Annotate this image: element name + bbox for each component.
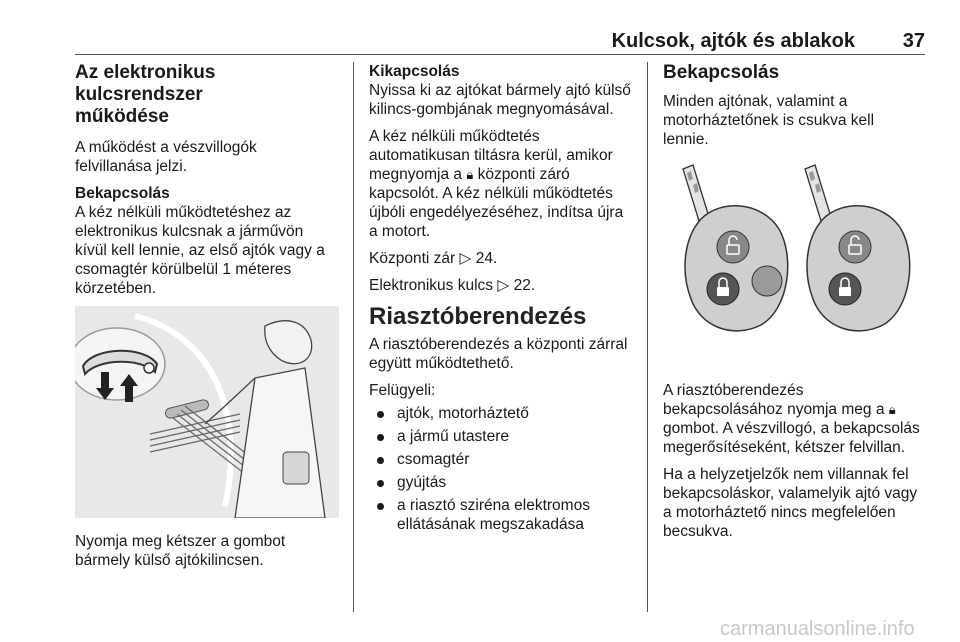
watermark: carmanualsonline.info — [720, 618, 915, 640]
text-line: A működést a vészvillogók — [75, 139, 257, 156]
text-line: A riasztóberendezés a központi zárral — [369, 336, 628, 353]
monitored-list — [369, 404, 637, 534]
page-number: 37 — [902, 30, 925, 52]
reference-text: Központi zár — [369, 250, 460, 267]
list-item — [369, 473, 637, 492]
list-item — [369, 450, 637, 469]
text-line: becsukva. — [663, 523, 733, 540]
text-line: újbóli engedélyezéséhez, indítsa újra — [369, 204, 624, 221]
text-line: csomagtér körülbelül 1 méteres — [75, 261, 292, 278]
heading-line: működése — [75, 106, 169, 127]
bullet-icon — [377, 457, 384, 464]
text-line: bekapcsoláskor, valamelyik ajtó vagy — [663, 485, 918, 502]
text-line: a motorháztető nincs megfelelően — [663, 504, 896, 521]
column-divider-1 — [353, 62, 354, 612]
figure-caption — [75, 532, 343, 570]
text-line: automatikusan tiltásra kerül, amikor — [369, 147, 613, 164]
text-line: Nyomja meg kétszer a gombot — [75, 533, 286, 550]
list-item — [369, 404, 637, 423]
heading-line: Az elektronikus kulcsrendszer — [75, 62, 216, 105]
text-line: felvillanása jelzi. — [75, 158, 187, 175]
list-item-text: a jármű utastere — [397, 428, 509, 445]
triangle-right-icon: ▷ — [497, 277, 510, 294]
body-paragraph — [369, 81, 637, 119]
bullet-icon — [377, 503, 384, 510]
bullet-icon — [377, 480, 384, 487]
text-line: kilincs-gombjának megnyomásával. — [369, 101, 614, 118]
reference-page: 22. — [513, 277, 536, 294]
column-2 — [369, 62, 637, 538]
section-heading — [75, 62, 343, 128]
cross-reference — [369, 276, 637, 295]
text-line: kívül kell lennie, az első ajtók vagy a — [75, 242, 325, 259]
text-line: Nyissa ki az ajtókat bármely ajtó külső — [369, 82, 631, 99]
sub-heading: Bekapcsolás — [663, 62, 780, 83]
triangle-right-icon: ▷ — [459, 250, 472, 267]
text-line: megerősítéseként, kétszer felvillan. — [663, 439, 906, 456]
column-1 — [75, 62, 343, 578]
text-line: A kéz nélküli működtetés — [369, 128, 540, 145]
text-line: bekapcsolásához nyomja meg a — [663, 401, 889, 418]
reference-page: 24. — [475, 250, 498, 267]
list-item-text: ajtók, motorháztető — [397, 405, 529, 422]
sub-heading: Bekapcsolás — [75, 185, 170, 202]
body-paragraph — [369, 335, 637, 373]
body-paragraph — [663, 92, 925, 149]
text-line: megnyomja a — [369, 166, 467, 183]
bullet-icon — [377, 411, 384, 418]
text-line: motorháztetőnek is csukva kell — [663, 112, 875, 129]
text-line: a motort. — [369, 223, 431, 240]
text-line: lennie. — [663, 131, 709, 148]
text-line: gombot. A vészvillogó, a bekapcsolás — [663, 420, 920, 437]
list-label: Felügyeli: — [369, 382, 436, 399]
column-divider-2 — [647, 62, 648, 612]
list-item — [369, 496, 637, 534]
lock-icon: 🔒︎ — [888, 402, 896, 417]
body-paragraph — [75, 203, 343, 298]
text-line: együtt működtethető. — [369, 355, 514, 372]
column-3 — [663, 62, 925, 549]
text-line: kapcsolót. A kéz nélküli működtetés — [369, 185, 613, 202]
main-heading: Riasztóberendezés — [369, 303, 587, 330]
header-rule — [75, 54, 925, 55]
text-line: Ha a helyzetjelzők nem villannak fel — [663, 466, 909, 483]
list-item-text: a riasztó sziréna elektromos — [397, 497, 590, 514]
body-paragraph — [369, 127, 637, 241]
list-item-text: gyújtás — [397, 474, 447, 491]
cross-reference — [369, 249, 637, 268]
bullet-icon — [377, 434, 384, 441]
list-item-text: csomagtér — [397, 451, 470, 468]
intro-paragraph — [75, 138, 343, 176]
text-line: körzetében. — [75, 280, 156, 297]
list-item — [369, 427, 637, 446]
body-paragraph — [663, 465, 925, 541]
chapter-title: Kulcsok, ajtók és ablakok — [611, 30, 855, 52]
text-line: A riasztóberendezés — [663, 382, 804, 399]
text-line: Minden ajtónak, valamint a — [663, 93, 848, 110]
remote-key-illustration — [663, 159, 925, 367]
sub-heading: Kikapcsolás — [369, 63, 460, 80]
text-line: elektronikus kulcsnak a járművön — [75, 223, 304, 240]
body-paragraph — [663, 381, 925, 457]
text-line: A kéz nélküli működtetéshez az — [75, 204, 292, 221]
lock-icon: 🔒︎ — [466, 167, 474, 182]
reference-text: Elektronikus kulcs — [369, 277, 498, 294]
list-item-text: ellátásának megszakadása — [397, 516, 584, 533]
text-line: bármely külső ajtókilincsen. — [75, 552, 264, 569]
door-handle-illustration — [75, 306, 339, 518]
text-line: központi záró — [473, 166, 570, 183]
page-header — [75, 30, 925, 56]
